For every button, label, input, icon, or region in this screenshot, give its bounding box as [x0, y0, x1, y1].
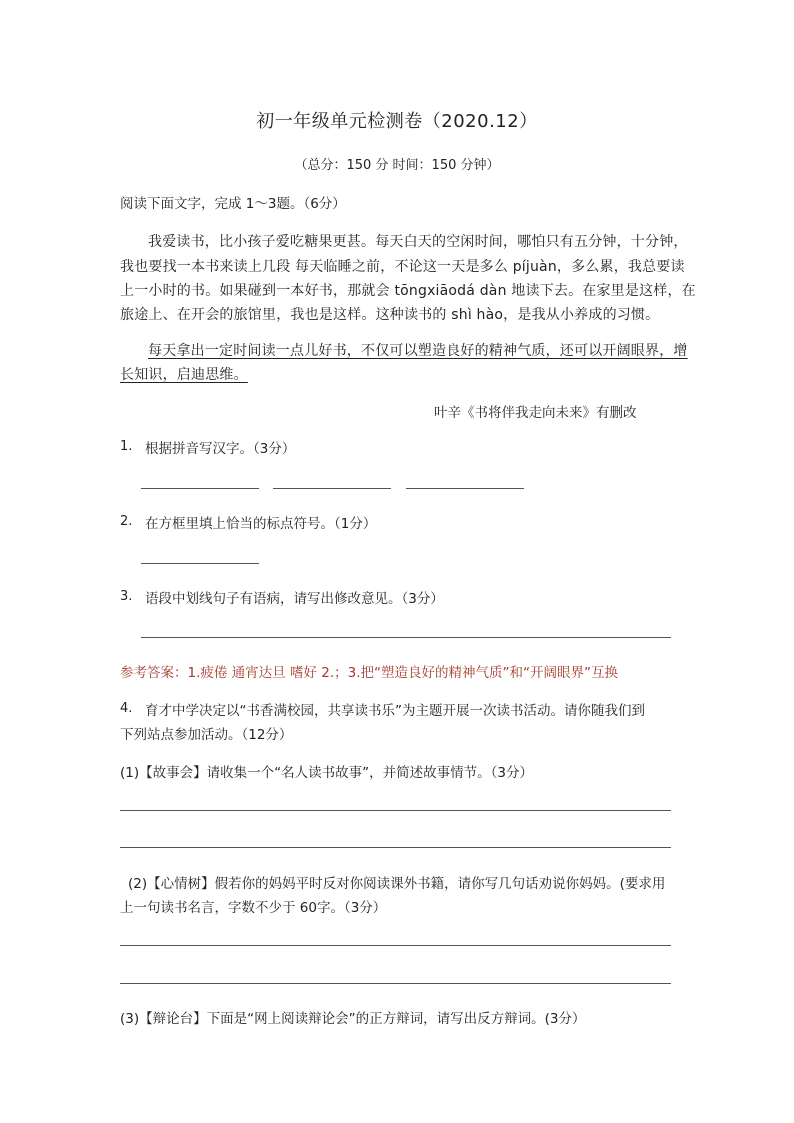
question-number: 1. — [120, 439, 133, 454]
answer-key: 参考答案：1.疲倦 通宵达旦 嗜好 2.；3.把“塑造良好的精神气质”和“开阔眼界”互换 — [120, 665, 618, 681]
passage-source: 叶辛《书将伴我走向未来》有删改 — [434, 405, 637, 421]
question-number: 3. — [120, 589, 133, 604]
answer-line[interactable] — [120, 847, 671, 848]
answer-line[interactable] — [141, 637, 671, 638]
question-4: 育才中学决定以“书香满校园，共享读书乐”为主题开展一次读书活动。请你随我们到 — [145, 703, 645, 719]
answer-blank[interactable] — [141, 488, 259, 489]
question-4-part-1: (1)【故事会】请收集一个“名人读书故事”，并简述故事情节。（3分） — [120, 765, 533, 781]
answer-blank[interactable] — [406, 488, 524, 489]
underlined-sentence: 长知识，启迪思维。 — [120, 367, 248, 383]
page-title: 初一年级单元检测卷（2020.12） — [256, 111, 538, 132]
passage-line: 我也要找一本书来读上几段 每天临睡之前，不论这一天是多么 píjuàn，多么累，我总要读 — [120, 259, 685, 275]
question-4-part-2: 上一句读书名言，字数不少于 60字。（3分） — [120, 900, 387, 916]
underlined-sentence: 每天拿出一定时间读一点儿好书，不仅可以塑造良好的精神气质，还可以开阔眼界，增 — [148, 343, 688, 359]
question-2: 在方框里填上恰当的标点符号。（1分） — [145, 516, 377, 532]
reading-intro: 阅读下面文字，完成 1～3题。（6分） — [120, 196, 346, 212]
answer-line[interactable] — [120, 810, 671, 811]
question-4: 下列站点参加活动。（12分） — [120, 727, 293, 743]
exam-info: （总分：150 分 时间：150 分钟） — [294, 158, 500, 173]
passage-line: 上一小时的书。如果碰到一本好书，那就会 tōngxiāodá dàn 地读下去。在家里是这样，在 — [120, 283, 696, 299]
question-4-part-3: (3)【辩论台】下面是“网上阅读辩论会”的正方辩词，请写出反方辩词。(3分） — [120, 1011, 586, 1027]
question-1: 根据拼音写汉字。（3分） — [145, 441, 296, 457]
answer-blank[interactable] — [273, 488, 391, 489]
question-3: 语段中划线句子有语病，请写出修改意见。（3分） — [145, 591, 444, 607]
question-4-part-2: (2)【心情树】假若你的妈妈平时反对你阅读课外书籍，请你写几句话劝说你妈妈。(要求用 — [128, 876, 666, 892]
passage-line: 我爱读书，比小孩子爱吃糖果更甚。每天白天的空闲时间，哪怕只有五分钟，十分钟， — [148, 234, 688, 250]
answer-line[interactable] — [120, 945, 671, 946]
answer-line[interactable] — [120, 983, 671, 984]
passage-line: 旅途上、在开会的旅馆里，我也是这样。这种读书的 shì hào，是我从小养成的习惯。 — [120, 307, 660, 323]
question-number: 2. — [120, 514, 133, 529]
answer-blank[interactable] — [141, 563, 259, 564]
question-number: 4. — [120, 701, 133, 716]
